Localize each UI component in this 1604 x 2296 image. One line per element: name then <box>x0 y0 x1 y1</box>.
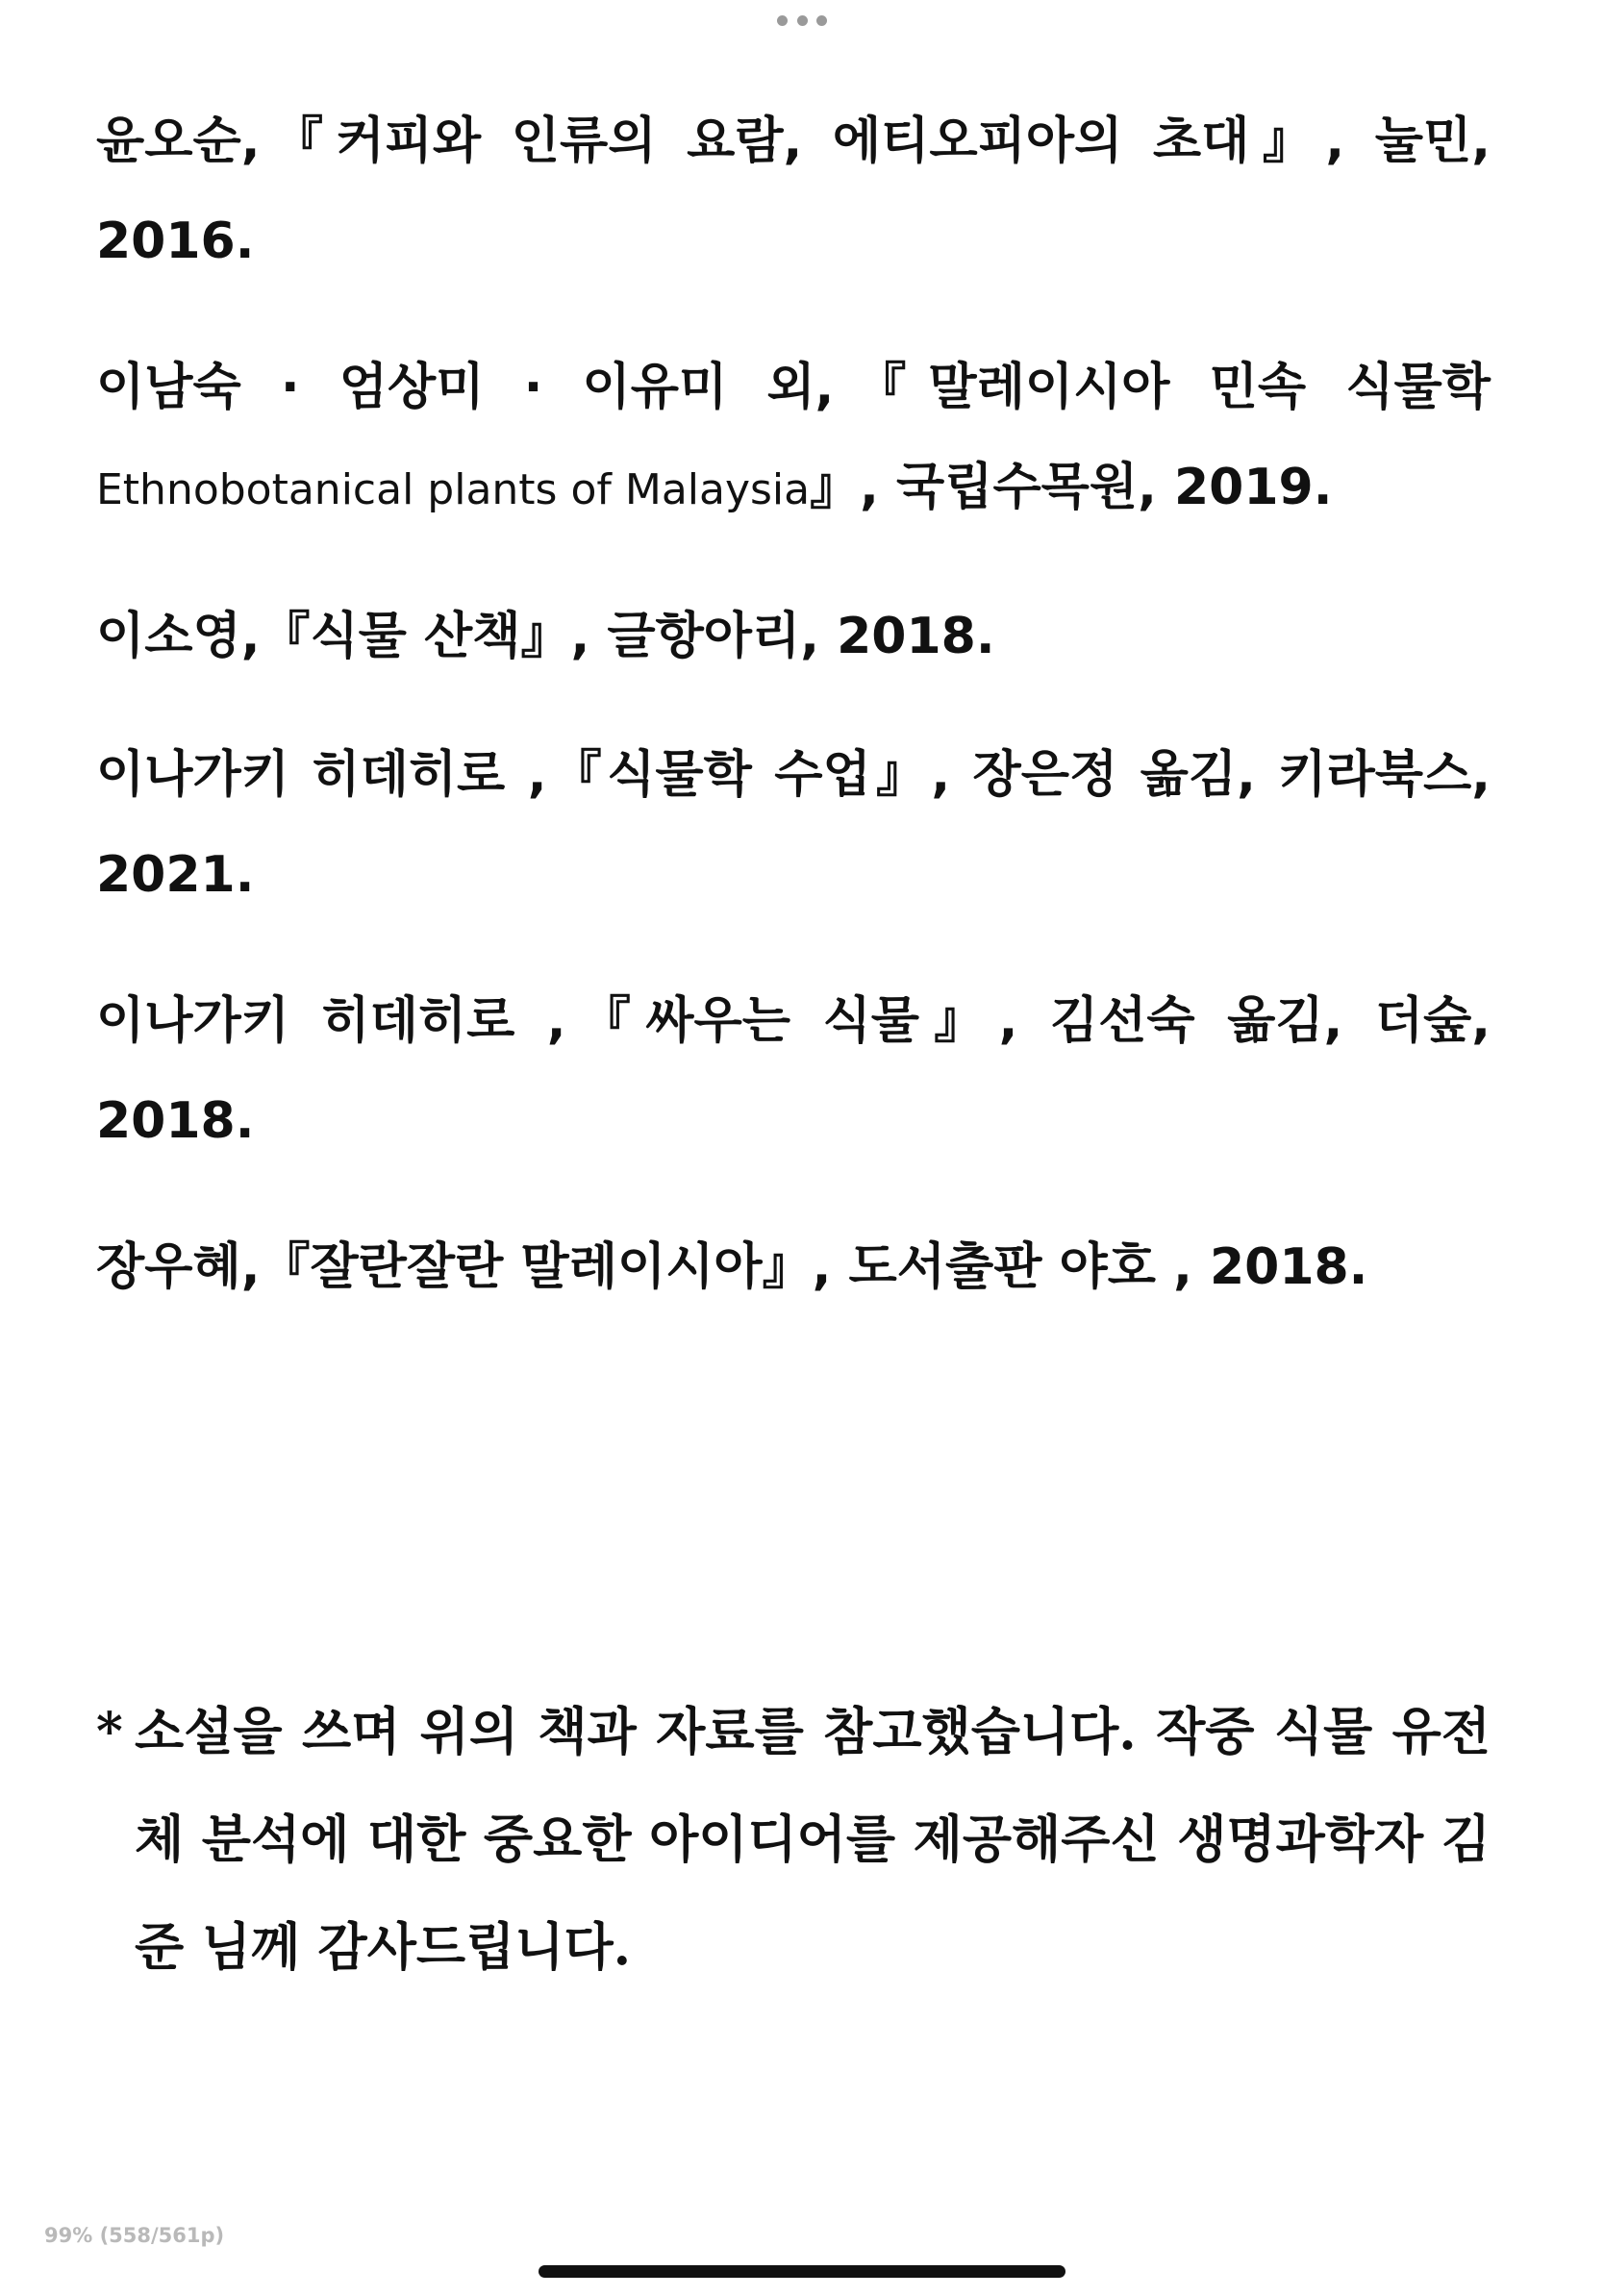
reference-item <box>96 337 1491 540</box>
top-menu-handle[interactable] <box>777 13 827 27</box>
note-text: 소설을 쓰며 위의 책과 자료를 참고했습니다. 작중 식물 유전체 분석에 대한 중요한 아이디어를 제공해주신 생명과학자 김준 님께 감사드립니다. <box>135 1702 1491 1977</box>
reference-item: 이소영,『식물 산책』, 글항아리, 2018. <box>96 608 995 665</box>
page-progress-indicator: 99% (558/561p) <box>44 2224 225 2247</box>
reference-item: 장우혜,『잘란잘란 말레이시아』, 도서출판 야호 , 2018. <box>96 1238 1368 1296</box>
reference-text: 』, 국립수목원, 2019. <box>810 459 1333 516</box>
reference-item: 윤오순,『커피와 인류의 요람, 에티오피아의 초대』, 눌민, 2016. <box>96 112 1491 270</box>
reference-text: 이남숙 · 엄상미 · 이유미 외,『말레이시아 민속 식물학 <box>96 359 1491 416</box>
note-marker: * <box>96 1702 123 1761</box>
reference-item: 이나가키 히데히로 ,『싸우는 식물』, 김선숙 옮김, 더숲, 2018. <box>96 992 1491 1150</box>
reference-list <box>96 91 1491 1363</box>
reference-latin-title: Ethnobotanical plants of Malaysia <box>96 465 811 514</box>
handle-dot-icon <box>777 15 788 26</box>
reference-item: 이나가키 히데히로 ,『식물학 수업』, 장은정 옮김, 키라북스, 2021. <box>96 746 1491 904</box>
handle-dot-icon <box>797 15 808 26</box>
home-indicator-bar[interactable] <box>539 2265 1065 2278</box>
handle-dot-icon <box>816 15 827 26</box>
acknowledgment-note <box>96 1678 1491 2001</box>
